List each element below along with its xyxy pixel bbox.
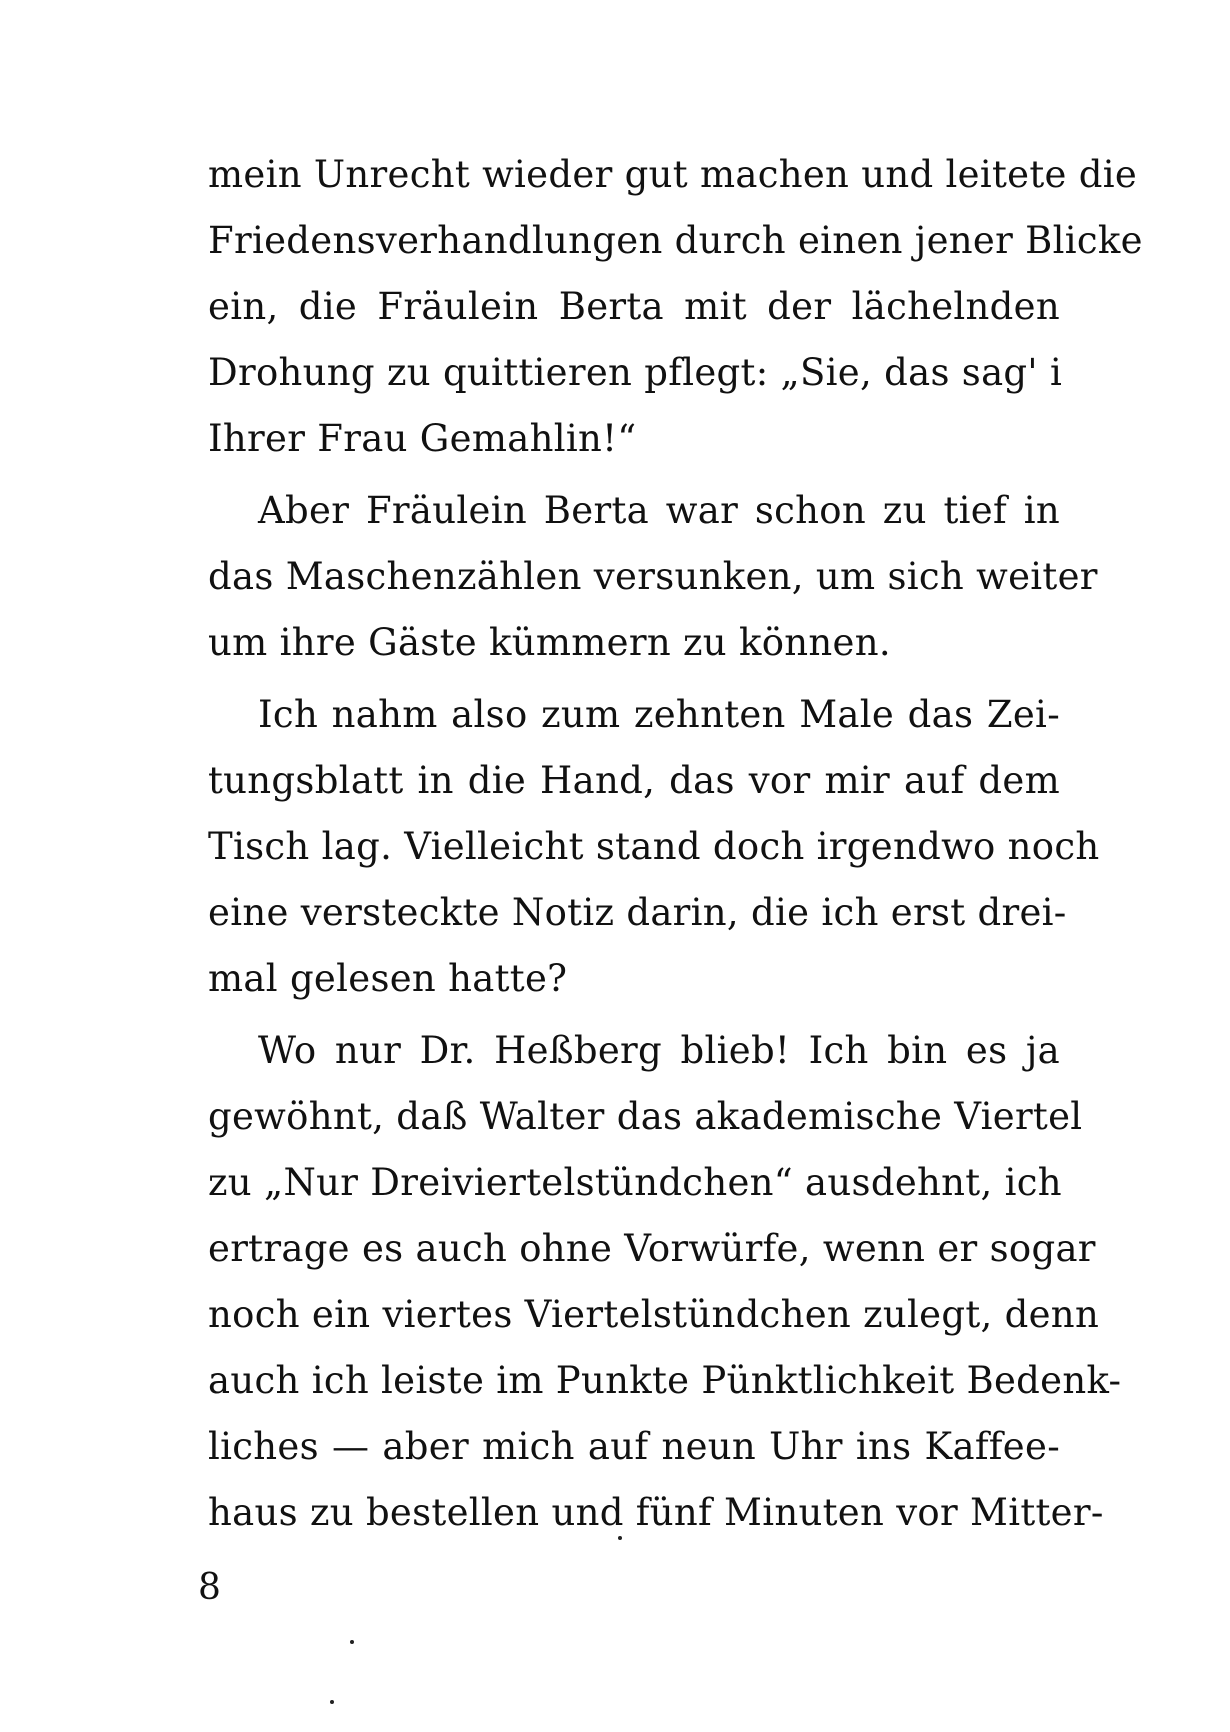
text-line: um ihre Gäste kümmern zu können. — [208, 621, 891, 664]
scan-speck — [618, 1536, 622, 1540]
text-line: Friedensverhandlungen durch einen jener Blicke — [208, 219, 1143, 262]
text-line: mal gelesen hatte? — [208, 957, 568, 1000]
page-number: 8 — [198, 1567, 221, 1608]
body-text — [208, 142, 1143, 1546]
text-line: eine versteckte Notiz darin, die ich erst drei- — [208, 891, 1067, 934]
text-line: gewöhnt, daß Walter das akademische Viertel — [208, 1095, 1083, 1138]
text-line: Wo nur Dr. Heßberg blieb! Ich bin es ja — [258, 1029, 1060, 1072]
paragraph-1 — [208, 142, 1143, 472]
text-line: ertrage es auch ohne Vorwürfe, wenn er sogar — [208, 1227, 1096, 1270]
text-line: haus zu bestellen und fünf Minuten vor Mitter- — [208, 1491, 1104, 1534]
scan-speck — [350, 1640, 354, 1644]
text-line: Drohung zu quittieren pflegt: „Sie, das sag' i — [208, 351, 1063, 394]
text-line: tungsblatt in die Hand, das vor mir auf dem — [208, 759, 1060, 802]
scan-speck — [330, 1700, 334, 1704]
text-line: Ich nahm also zum zehnten Male das Zei- — [258, 693, 1060, 736]
text-line: Ihrer Frau Gemahlin!“ — [208, 417, 637, 460]
paragraph-2 — [208, 478, 1098, 676]
paragraph-3 — [208, 682, 1100, 1012]
text-line: zu „Nur Dreiviertelstündchen“ ausdehnt, ich — [208, 1161, 1062, 1204]
text-line: das Maschenzählen versunken, um sich weiter — [208, 555, 1098, 598]
text-line: liches — aber mich auf neun Uhr ins Kaffee- — [208, 1425, 1060, 1468]
text-line: ein, die Fräulein Berta mit der lächelnden — [208, 285, 1060, 328]
text-line: Tisch lag. Vielleicht stand doch irgendwo noch — [208, 825, 1100, 868]
text-line: auch ich leiste im Punkte Pünktlichkeit Bedenk- — [208, 1359, 1122, 1402]
paragraph-4 — [208, 1018, 1122, 1546]
text-line: noch ein viertes Viertelstündchen zulegt, denn — [208, 1293, 1100, 1336]
text-line: Aber Fräulein Berta war schon zu tief in — [258, 489, 1060, 532]
text-line: mein Unrecht wieder gut machen und leitete die — [208, 153, 1138, 196]
